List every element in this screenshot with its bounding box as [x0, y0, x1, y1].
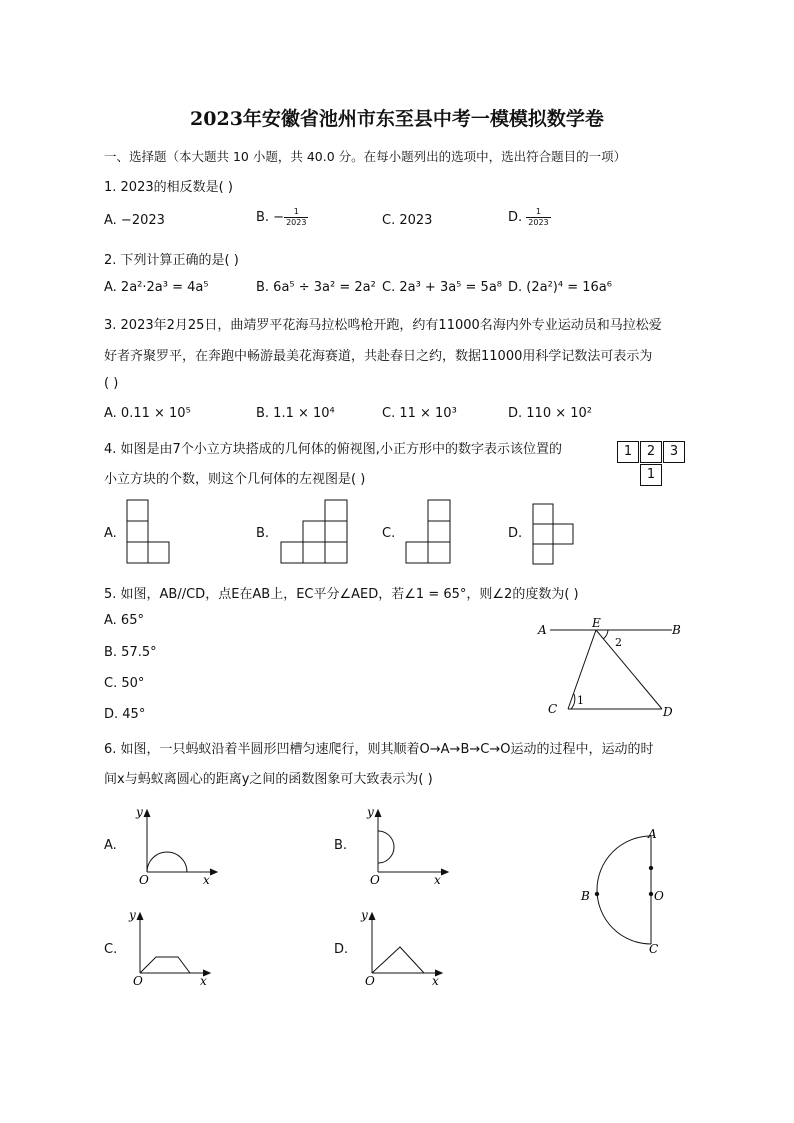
- q5-geometry-figure: [530, 615, 690, 720]
- origin-label: O: [139, 873, 149, 887]
- origin-label: O: [365, 974, 375, 988]
- q6-line2: 间x与蚂蚁离圆心的距离y之间的函数图象可大致表示为( ): [104, 772, 433, 787]
- q3-option-c: C. 11 × 10³: [382, 406, 457, 421]
- q6-option-b-graph: [366, 800, 456, 890]
- q3-option-b: B. 1.1 × 10⁴: [256, 406, 335, 421]
- q4-option-a-figure: [126, 499, 176, 565]
- q4-line2: 小立方块的个数，则这个几何体的左视图是( ): [104, 472, 366, 487]
- q3-option-a: A. 0.11 × 10⁵: [104, 406, 191, 421]
- q4-option-c-figure: [405, 499, 455, 565]
- q6-option-a-graph: [135, 800, 225, 890]
- grid-cell: 2: [640, 441, 662, 463]
- q4-option-d-label: D.: [508, 526, 523, 541]
- q3-line3: ( ): [104, 376, 119, 391]
- y-axis-label: y: [129, 908, 136, 922]
- q6-option-b-label: B.: [334, 838, 348, 853]
- point-a-label: A: [648, 827, 657, 841]
- y-axis-label: y: [136, 805, 143, 819]
- grid-cell: 1: [640, 464, 662, 486]
- q1-stem: 1. 2023的相反数是( ): [104, 180, 233, 195]
- page-title: 2023年安徽省池州市东至县中考一模模拟数学卷: [190, 108, 604, 130]
- q4-line1: 4. 如图是由7个小立方块搭成的几何体的俯视图,小正方形中的数字表示该位置的: [104, 442, 562, 457]
- q6-line1: 6. 如图，一只蚂蚁沿着半圆形凹槽匀速爬行，则其顺着O→A→B→C→O运动的过程中，运动的时: [104, 742, 654, 757]
- q1-option-c: C. 2023: [382, 213, 433, 228]
- q2-option-a: A. 2a²·2a³ = 4a⁵: [104, 280, 209, 295]
- q6-option-a-label: A.: [104, 838, 117, 853]
- angle-2-label: 2: [615, 636, 622, 649]
- q2-option-b: B. 6a⁵ ÷ 3a² = 2a²: [256, 280, 376, 295]
- q6-semicircle-figure: [575, 822, 685, 962]
- origin-label: O: [133, 974, 143, 988]
- q2-option-c: C. 2a³ + 3a⁵ = 5a⁸: [382, 280, 503, 295]
- q5-option-d: D. 45°: [104, 707, 146, 722]
- angle-1-label: 1: [577, 694, 584, 707]
- q1-option-b: B. − $\frac{1}{2023}$: [256, 207, 307, 227]
- x-axis-label: x: [434, 873, 441, 887]
- point-a-label: A: [538, 623, 547, 637]
- q5-option-a: A. 65°: [104, 613, 144, 628]
- q1-option-d: D. $\frac{1}{2023}$: [508, 207, 549, 227]
- point-b-label: B: [672, 623, 681, 637]
- point-c-label: C: [649, 942, 659, 956]
- point-b-label: B: [581, 889, 590, 903]
- q6-option-c-label: C.: [104, 942, 118, 957]
- q1-option-a: A. −2023: [104, 213, 165, 228]
- q4-option-d-figure: [532, 503, 582, 565]
- q2-stem: 2. 下列计算正确的是( ): [104, 253, 239, 268]
- q4-option-b-figure: [280, 499, 350, 565]
- q5-stem: 5. 如图，AB//CD，点E在AB上，EC平分∠AED，若∠1 = 65°，则∠2的度数为( ): [104, 587, 579, 602]
- origin-label: O: [370, 873, 380, 887]
- q4-option-c-label: C.: [382, 526, 396, 541]
- q3-option-d: D. 110 × 10²: [508, 406, 592, 421]
- q4-option-b-label: B.: [256, 526, 270, 541]
- q5-option-b: B. 57.5°: [104, 645, 157, 660]
- grid-cell: 3: [663, 441, 685, 463]
- point-o-label: O: [654, 889, 664, 903]
- point-c-label: C: [548, 702, 558, 716]
- q4-option-a-label: A.: [104, 526, 117, 541]
- point-d-label: D: [663, 705, 673, 719]
- q6-option-c-graph: [128, 903, 218, 993]
- grid-cell: 1: [617, 441, 639, 463]
- q6-option-d-label: D.: [334, 942, 349, 957]
- x-axis-label: x: [432, 974, 439, 988]
- q3-line2: 好者齐聚罗平，在奔跑中畅游最美花海赛道，共赴春日之约，数据11000用科学记数法可表示为: [104, 349, 653, 364]
- q3-line1: 3. 2023年2月25日，曲靖罗平花海马拉松鸣枪开跑，约有11000名海内外专业运动员和马拉松爱: [104, 318, 662, 333]
- q2-option-d: D. (2a²)⁴ = 16a⁶: [508, 280, 612, 295]
- point-e-label: E: [592, 616, 601, 630]
- x-axis-label: x: [200, 974, 207, 988]
- y-axis-label: y: [361, 908, 368, 922]
- q6-option-d-graph: [360, 903, 450, 993]
- x-axis-label: x: [203, 873, 210, 887]
- section-heading: 一、选择题（本大题共 10 小题，共 40.0 分。在每小题列出的选项中，选出符合题目的一项）: [104, 149, 627, 164]
- y-axis-label: y: [367, 805, 374, 819]
- q5-option-c: C. 50°: [104, 676, 145, 691]
